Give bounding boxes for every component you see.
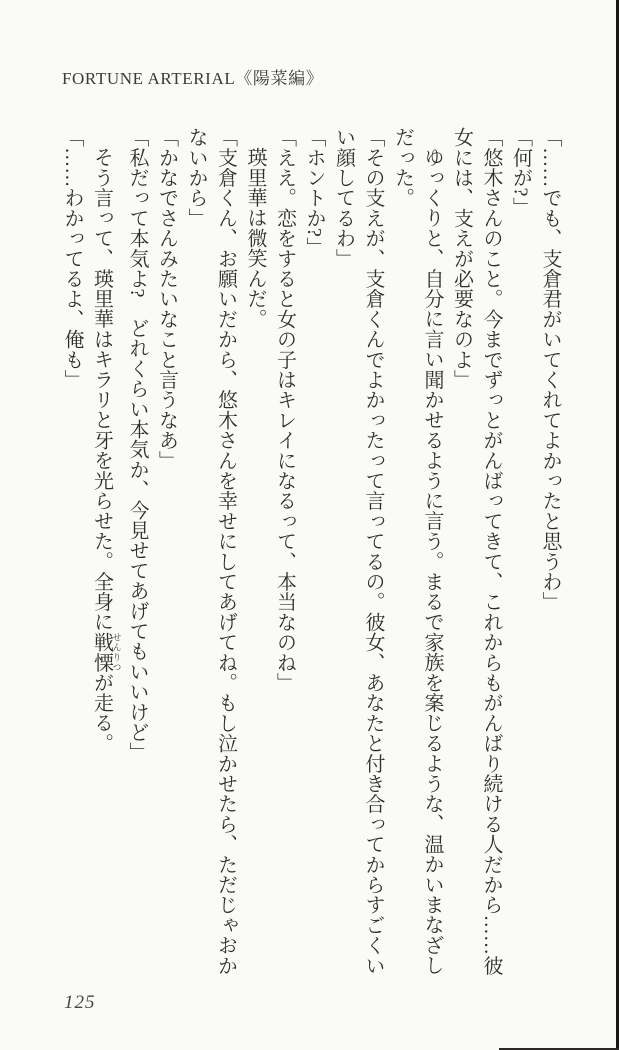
- text-column: 「何が?」: [509, 127, 532, 217]
- text-column: 「かなでさんみたいなこと言うなあ」: [155, 127, 178, 471]
- text-column: 女には、支えが必要なのよ」: [450, 127, 473, 390]
- furigana-ruby: 戦慄 せんりつ: [90, 631, 122, 673]
- text-column: い顔してるわ」: [332, 127, 355, 269]
- vertical-text-block: [57, 127, 565, 976]
- text-column: 「……わかってるよ、俺も」: [61, 127, 83, 390]
- text-column: 「……でも、支倉君がいてくれてよかったと思うわ」: [539, 127, 561, 612]
- page-number: 125: [64, 992, 96, 1013]
- text-column: 瑛里華は微笑んだ。: [244, 147, 266, 329]
- text-column: だった。: [391, 127, 414, 208]
- text-column: ゆっくりと、自分に言い聞かせるように言う。まるで家族を案じるような、温かいまなざし: [421, 147, 443, 976]
- text-column: 「支倉くん、お願いだから、悠木さんを幸せにしてあげてね。もし泣かせたら、ただじゃおか: [214, 127, 237, 976]
- text-column: 「悠木さんのこと。今までずっとがんばってきて、これからもがんばり続ける人だから……彼: [480, 127, 502, 976]
- running-header-title: FORTUNE ARTERIAL《陽菜編》: [62, 69, 324, 88]
- text-column: 「私だって本気よ? どれくらい本気か、今見せてあげてもいいけど」: [126, 127, 148, 763]
- text-column: そう言って、瑛里華はキラリと牙を光らせた。全身に戦慄 せんりつが走る。: [90, 147, 122, 754]
- text-column: 「その支えが、支倉くんでよかったって言ってるの。彼女、あなたと付き合ってからすごくい: [362, 127, 384, 976]
- text-column: ないから」: [185, 127, 207, 228]
- text-column: 「ホントか?」: [303, 127, 325, 258]
- text-column: 「ええ。恋をすると女の子はキレイになるって、本当なのね」: [273, 127, 296, 693]
